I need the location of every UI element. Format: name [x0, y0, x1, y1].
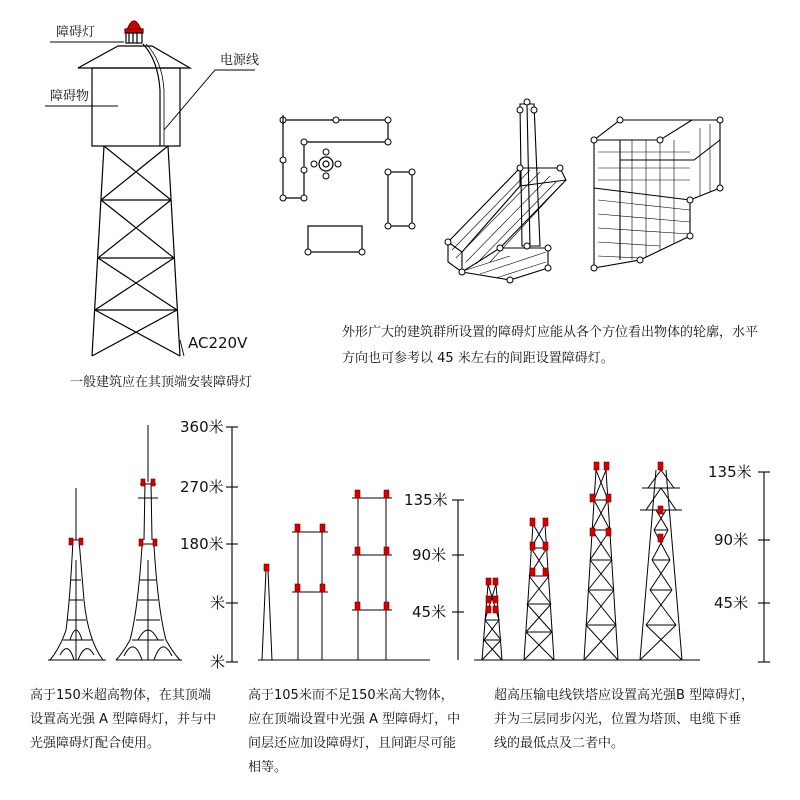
caption-super-tall-line3: 光强障碍灯配合使用。: [30, 736, 161, 751]
caption-transmission-line1: 超高压输电线铁塔应设置高光强B 型障碍灯，: [494, 688, 755, 703]
tv-tower-short: [48, 488, 106, 660]
support-tower: [92, 146, 180, 356]
caption-tall-object-line2: 应在顶端设置中光强 A 型障碍灯，中: [248, 712, 461, 727]
building-plan-view: [280, 115, 415, 255]
caption-transmission-line2: 并为三层同步闪光，位置为塔顶、电缆下垂: [494, 712, 742, 727]
scale-right: [758, 472, 770, 662]
transmission-towers: [482, 462, 682, 660]
scale-mid: [452, 500, 464, 660]
caption-tall-object: [248, 684, 460, 780]
scale-left-tick-4: 米: [210, 653, 226, 671]
label-power-line: 电源线: [220, 53, 260, 68]
caption-tall-object-line3: 间层还应加设障碍灯，且间距尽可能: [248, 736, 457, 751]
leader-power: [164, 70, 255, 130]
round-tower-plan: [311, 149, 341, 179]
scale-left-tick-2: 180米: [180, 535, 224, 553]
building-roof: [78, 46, 190, 68]
label-obstacle-light: 障碍灯: [56, 25, 96, 40]
building-perspective-2: [591, 117, 723, 271]
cable-to-ground: [180, 340, 184, 356]
scale-left-tick-1: 270米: [180, 478, 224, 496]
caption-tall-object-line1: 高于105米而不足150米高大物体，: [248, 688, 454, 703]
scale-left-tick-0: 360米: [180, 418, 224, 436]
scale-right-tick-0: 135米: [708, 463, 752, 481]
scale-mid-tick-0: 135米: [404, 491, 448, 509]
label-obstacle: 障碍物: [50, 89, 90, 104]
power-cable: [143, 44, 160, 146]
caption-super-tall-line2: 设置高光强 A 型障碍灯，并与中: [30, 712, 217, 727]
obstacle-light-icon: [125, 21, 143, 43]
caption-building-group-line1: 外形广大的建筑群所设置的障碍灯应能从各个方位看出物体的轮廓，水平: [342, 325, 759, 340]
label-voltage: AC220V: [188, 334, 248, 352]
caption-super-tall-line1: 高于150米超高物体，在其顶端: [30, 688, 211, 703]
caption-building: 一般建筑应在其顶端安装障碍灯: [70, 375, 253, 390]
scale-mid-tick-1: 90米: [412, 546, 447, 564]
building-perspective-1: [445, 99, 566, 283]
tv-tower-tall: [116, 425, 182, 660]
scale-mid-tick-2: 45米: [412, 603, 447, 621]
scale-right-tick-1: 90米: [714, 531, 749, 549]
scale-left-tick-3: 米: [210, 594, 226, 612]
scale-right-tick-2: 45米: [714, 594, 749, 612]
caption-building-group-line2: 方向也可参考以 45 米左右的间距设置障碍灯。: [342, 351, 614, 366]
caption-tall-object-line4: 相等。: [248, 760, 288, 775]
caption-transmission-tower: [494, 684, 754, 756]
caption-super-tall: [30, 684, 216, 756]
scale-left: [226, 427, 238, 662]
caption-transmission-line3: 线的最低点及二者中。: [494, 736, 625, 751]
pole-frames: [262, 490, 392, 660]
obstacle-building: [92, 68, 180, 146]
